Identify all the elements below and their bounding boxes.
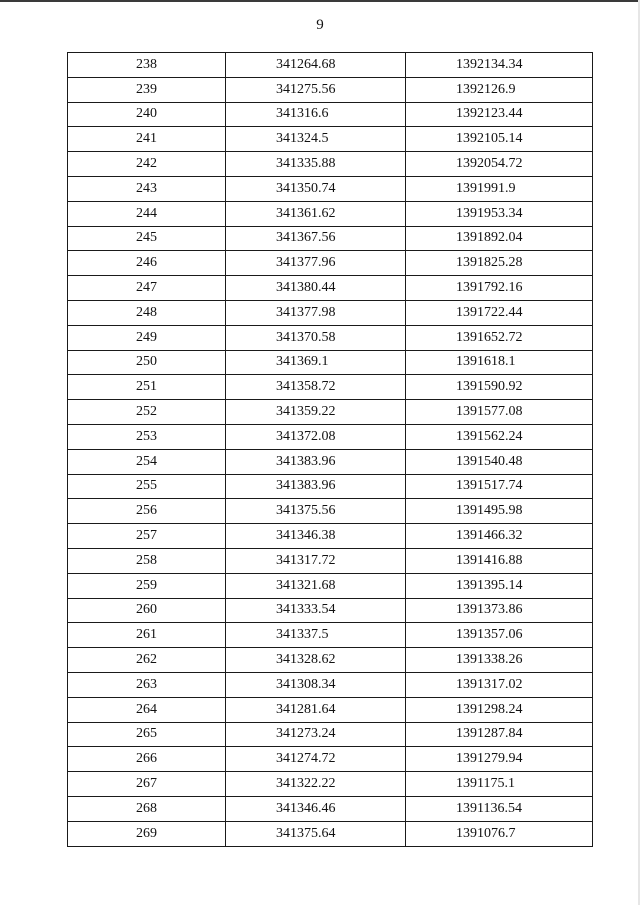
point-number-cell: 265 bbox=[68, 722, 226, 747]
table-row bbox=[68, 796, 593, 821]
y-coordinate-cell: 1391357.06 bbox=[406, 623, 593, 648]
point-number-cell: 246 bbox=[68, 251, 226, 276]
y-coordinate-cell: 1391953.34 bbox=[406, 201, 593, 226]
x-coordinate-cell: 341375.64 bbox=[226, 821, 406, 846]
x-coordinate-cell: 341361.62 bbox=[226, 201, 406, 226]
point-number-cell: 247 bbox=[68, 276, 226, 301]
point-number-cell: 256 bbox=[68, 499, 226, 524]
x-coordinate-cell: 341317.72 bbox=[226, 548, 406, 573]
point-number-cell: 251 bbox=[68, 375, 226, 400]
y-coordinate-cell: 1391722.44 bbox=[406, 300, 593, 325]
table-row bbox=[68, 772, 593, 797]
y-coordinate-cell: 1391317.02 bbox=[406, 672, 593, 697]
table-row bbox=[68, 424, 593, 449]
table-row bbox=[68, 821, 593, 846]
x-coordinate-cell: 341350.74 bbox=[226, 176, 406, 201]
table-row bbox=[68, 499, 593, 524]
point-number-cell: 268 bbox=[68, 796, 226, 821]
point-number-cell: 242 bbox=[68, 152, 226, 177]
y-coordinate-cell: 1391517.74 bbox=[406, 474, 593, 499]
point-number-cell: 245 bbox=[68, 226, 226, 251]
y-coordinate-cell: 1391338.26 bbox=[406, 648, 593, 673]
table-row bbox=[68, 102, 593, 127]
x-coordinate-cell: 341367.56 bbox=[226, 226, 406, 251]
x-coordinate-cell: 341369.1 bbox=[226, 350, 406, 375]
y-coordinate-cell: 1391136.54 bbox=[406, 796, 593, 821]
coordinates-table bbox=[67, 52, 593, 847]
x-coordinate-cell: 341324.5 bbox=[226, 127, 406, 152]
table-row bbox=[68, 524, 593, 549]
y-coordinate-cell: 1392126.9 bbox=[406, 77, 593, 102]
x-coordinate-cell: 341335.88 bbox=[226, 152, 406, 177]
point-number-cell: 262 bbox=[68, 648, 226, 673]
y-coordinate-cell: 1391298.24 bbox=[406, 697, 593, 722]
page-number: 9 bbox=[316, 17, 324, 33]
y-coordinate-cell: 1391416.88 bbox=[406, 548, 593, 573]
point-number-cell: 259 bbox=[68, 573, 226, 598]
table-row bbox=[68, 648, 593, 673]
y-coordinate-cell: 1391395.14 bbox=[406, 573, 593, 598]
table-row bbox=[68, 474, 593, 499]
point-number-cell: 254 bbox=[68, 449, 226, 474]
y-coordinate-cell: 1391175.1 bbox=[406, 772, 593, 797]
point-number-cell: 261 bbox=[68, 623, 226, 648]
table-row bbox=[68, 201, 593, 226]
point-number-cell: 238 bbox=[68, 53, 226, 78]
y-coordinate-cell: 1391825.28 bbox=[406, 251, 593, 276]
table-row bbox=[68, 300, 593, 325]
x-coordinate-cell: 341377.98 bbox=[226, 300, 406, 325]
x-coordinate-cell: 341375.56 bbox=[226, 499, 406, 524]
table-row bbox=[68, 747, 593, 772]
table-row bbox=[68, 77, 593, 102]
y-coordinate-cell: 1392105.14 bbox=[406, 127, 593, 152]
point-number-cell: 255 bbox=[68, 474, 226, 499]
x-coordinate-cell: 341358.72 bbox=[226, 375, 406, 400]
x-coordinate-cell: 341383.96 bbox=[226, 474, 406, 499]
table-row bbox=[68, 350, 593, 375]
y-coordinate-cell: 1391991.9 bbox=[406, 176, 593, 201]
point-number-cell: 250 bbox=[68, 350, 226, 375]
x-coordinate-cell: 341264.68 bbox=[226, 53, 406, 78]
point-number-cell: 266 bbox=[68, 747, 226, 772]
table-row bbox=[68, 697, 593, 722]
x-coordinate-cell: 341380.44 bbox=[226, 276, 406, 301]
y-coordinate-cell: 1391562.24 bbox=[406, 424, 593, 449]
point-number-cell: 243 bbox=[68, 176, 226, 201]
x-coordinate-cell: 341308.34 bbox=[226, 672, 406, 697]
x-coordinate-cell: 341316.6 bbox=[226, 102, 406, 127]
y-coordinate-cell: 1392123.44 bbox=[406, 102, 593, 127]
point-number-cell: 264 bbox=[68, 697, 226, 722]
table-row bbox=[68, 276, 593, 301]
table-row bbox=[68, 127, 593, 152]
point-number-cell: 253 bbox=[68, 424, 226, 449]
x-coordinate-cell: 341328.62 bbox=[226, 648, 406, 673]
scan-edge-top bbox=[0, 0, 640, 2]
y-coordinate-cell: 1391892.04 bbox=[406, 226, 593, 251]
point-number-cell: 260 bbox=[68, 598, 226, 623]
point-number-cell: 252 bbox=[68, 400, 226, 425]
y-coordinate-cell: 1391373.86 bbox=[406, 598, 593, 623]
table-row bbox=[68, 598, 593, 623]
y-coordinate-cell: 1391495.98 bbox=[406, 499, 593, 524]
table-row bbox=[68, 325, 593, 350]
table-row bbox=[68, 251, 593, 276]
y-coordinate-cell: 1391279.94 bbox=[406, 747, 593, 772]
table-row bbox=[68, 375, 593, 400]
x-coordinate-cell: 341273.24 bbox=[226, 722, 406, 747]
x-coordinate-cell: 341321.68 bbox=[226, 573, 406, 598]
y-coordinate-cell: 1391590.92 bbox=[406, 375, 593, 400]
x-coordinate-cell: 341346.38 bbox=[226, 524, 406, 549]
point-number-cell: 249 bbox=[68, 325, 226, 350]
point-number-cell: 240 bbox=[68, 102, 226, 127]
point-number-cell: 269 bbox=[68, 821, 226, 846]
point-number-cell: 248 bbox=[68, 300, 226, 325]
table-row bbox=[68, 573, 593, 598]
table-row bbox=[68, 226, 593, 251]
x-coordinate-cell: 341274.72 bbox=[226, 747, 406, 772]
table-row bbox=[68, 672, 593, 697]
point-number-cell: 257 bbox=[68, 524, 226, 549]
table-row bbox=[68, 449, 593, 474]
table-row bbox=[68, 176, 593, 201]
y-coordinate-cell: 1391540.48 bbox=[406, 449, 593, 474]
table-row bbox=[68, 53, 593, 78]
y-coordinate-cell: 1391618.1 bbox=[406, 350, 593, 375]
y-coordinate-cell: 1391792.16 bbox=[406, 276, 593, 301]
y-coordinate-cell: 1392054.72 bbox=[406, 152, 593, 177]
point-number-cell: 241 bbox=[68, 127, 226, 152]
table-row bbox=[68, 548, 593, 573]
x-coordinate-cell: 341383.96 bbox=[226, 449, 406, 474]
y-coordinate-cell: 1391577.08 bbox=[406, 400, 593, 425]
x-coordinate-cell: 341281.64 bbox=[226, 697, 406, 722]
table-row bbox=[68, 623, 593, 648]
point-number-cell: 244 bbox=[68, 201, 226, 226]
x-coordinate-cell: 341377.96 bbox=[226, 251, 406, 276]
y-coordinate-cell: 1391076.7 bbox=[406, 821, 593, 846]
point-number-cell: 258 bbox=[68, 548, 226, 573]
table-row bbox=[68, 400, 593, 425]
x-coordinate-cell: 341275.56 bbox=[226, 77, 406, 102]
y-coordinate-cell: 1391287.84 bbox=[406, 722, 593, 747]
x-coordinate-cell: 341346.46 bbox=[226, 796, 406, 821]
y-coordinate-cell: 1391466.32 bbox=[406, 524, 593, 549]
x-coordinate-cell: 341337.5 bbox=[226, 623, 406, 648]
x-coordinate-cell: 341372.08 bbox=[226, 424, 406, 449]
table-row bbox=[68, 722, 593, 747]
x-coordinate-cell: 341359.22 bbox=[226, 400, 406, 425]
y-coordinate-cell: 1392134.34 bbox=[406, 53, 593, 78]
y-coordinate-cell: 1391652.72 bbox=[406, 325, 593, 350]
x-coordinate-cell: 341333.54 bbox=[226, 598, 406, 623]
coordinates-table-body bbox=[68, 53, 593, 847]
point-number-cell: 263 bbox=[68, 672, 226, 697]
x-coordinate-cell: 341370.58 bbox=[226, 325, 406, 350]
point-number-cell: 267 bbox=[68, 772, 226, 797]
table-row bbox=[68, 152, 593, 177]
point-number-cell: 239 bbox=[68, 77, 226, 102]
x-coordinate-cell: 341322.22 bbox=[226, 772, 406, 797]
